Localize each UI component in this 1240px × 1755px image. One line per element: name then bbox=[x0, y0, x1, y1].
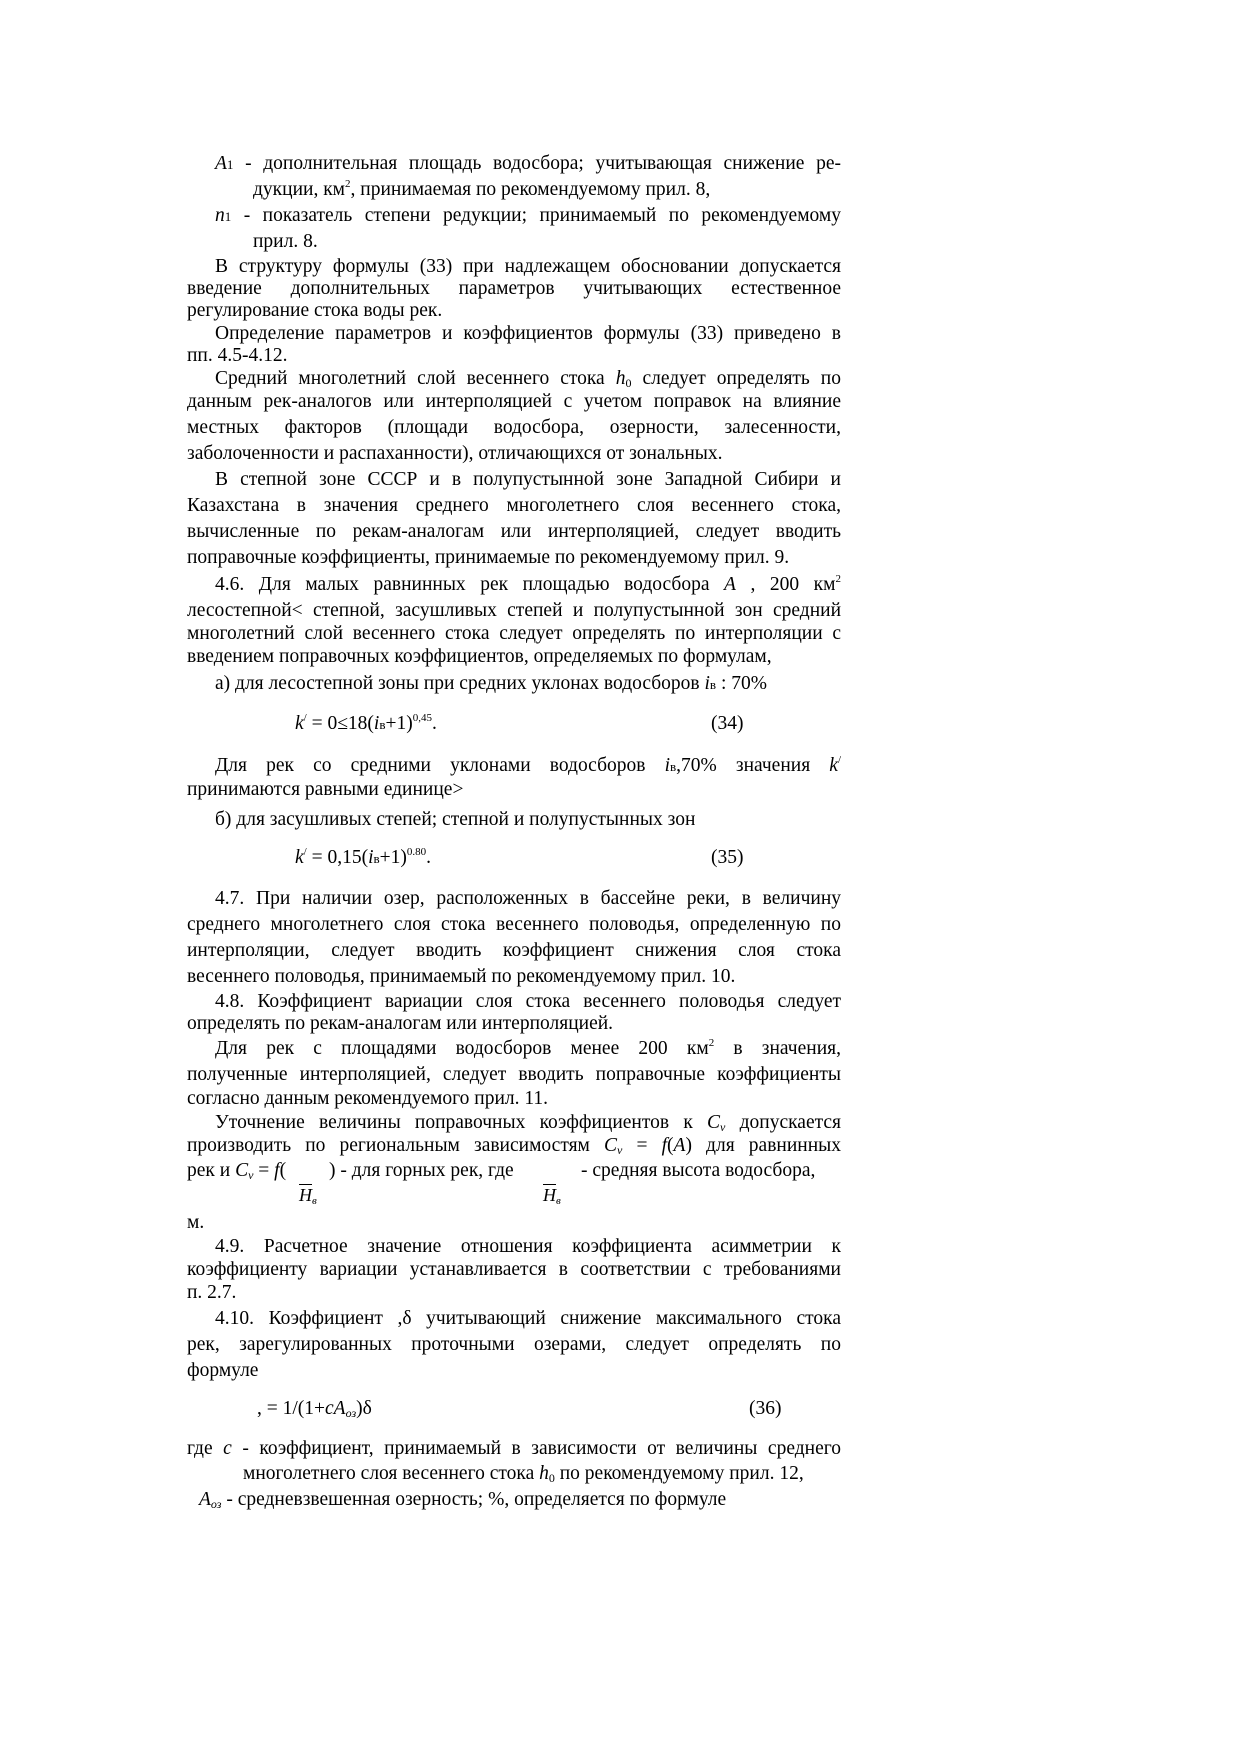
var-f: f bbox=[661, 1135, 668, 1156]
subscript: в bbox=[373, 851, 380, 866]
text: +1) bbox=[379, 847, 407, 868]
text: . bbox=[426, 847, 432, 868]
paragraph-line-part: - средняя высота водосбора, bbox=[581, 1160, 816, 1181]
text: Средний многолетний слой весеннего стока bbox=[215, 368, 616, 389]
paragraph-line-part bbox=[187, 1159, 286, 1183]
paragraph-line: весеннего половодья, принимаемый по рекомендуемому прил. 10. bbox=[187, 966, 736, 987]
var-c: c bbox=[223, 1438, 232, 1459]
text: следует определять по bbox=[631, 368, 841, 389]
text: = bbox=[622, 1135, 662, 1156]
text: ) для равнинных bbox=[685, 1135, 841, 1156]
var-c: C bbox=[604, 1135, 618, 1156]
var-k: k bbox=[295, 847, 304, 868]
paragraph-line: вычисленные по рекам-аналогам или интерполяцией, следует вводить bbox=[187, 521, 841, 542]
text: . bbox=[431, 713, 437, 734]
var-a: A bbox=[199, 1489, 211, 1510]
superscript: 0,45 bbox=[412, 712, 432, 724]
var-h: $\overline{H}$ bbox=[543, 1185, 556, 1205]
def-n1-line2: прил. 8. bbox=[253, 231, 318, 252]
height-symbol bbox=[299, 1185, 317, 1205]
subscript: 0 bbox=[548, 1471, 555, 1485]
text: а) для лесостепной зоны при средних уклонах водосборов bbox=[215, 673, 705, 694]
paragraph-line: 4.8. Коэффициент вариации слоя стока весеннего половодья следует bbox=[215, 991, 841, 1012]
text: Для рек со средними уклонами водосборов bbox=[215, 755, 665, 776]
superscript: 2 bbox=[835, 573, 841, 585]
text: ,70% значения bbox=[676, 755, 830, 776]
subscript: v bbox=[720, 1120, 726, 1134]
var-k: k bbox=[829, 755, 838, 776]
subscript: v bbox=[248, 1168, 254, 1182]
paragraph-line: местных факторов (площади водосбора, озерности, залесенности, bbox=[187, 417, 841, 438]
text: ( bbox=[667, 1135, 674, 1156]
text: - показатель степени редукции; принимаемый по рекомендуемому bbox=[231, 205, 841, 226]
text: - дополнительная площадь водосбора; учитывающая снижение ре- bbox=[233, 153, 841, 174]
var-a: A bbox=[724, 574, 736, 595]
text: )δ bbox=[356, 1398, 372, 1419]
text: = 0,15( bbox=[306, 847, 369, 868]
paragraph-line bbox=[187, 1134, 841, 1158]
paragraph-line: введением поправочных коэффициентов, определяемых по формулам, bbox=[187, 646, 772, 667]
text: = 0≤18( bbox=[306, 713, 374, 734]
paragraph-line: м. bbox=[187, 1212, 205, 1233]
superscript: 0.80 bbox=[406, 846, 427, 858]
var-h: $\overline{H}$ bbox=[299, 1185, 312, 1205]
paragraph-line bbox=[215, 1037, 841, 1061]
equation-number: (35) bbox=[711, 847, 744, 868]
superscript: 2 bbox=[708, 1037, 715, 1049]
text: : 70% bbox=[716, 673, 767, 694]
text: - коэффициент, принимаемый в зависимости от величины среднего bbox=[231, 1438, 841, 1459]
var-a: A bbox=[673, 1135, 686, 1156]
def-a1-line1 bbox=[215, 152, 841, 177]
equation-number: (36) bbox=[749, 1398, 782, 1419]
var-i: i bbox=[704, 673, 710, 694]
text: , = 1/(1+ bbox=[257, 1398, 326, 1419]
formula-34 bbox=[295, 712, 437, 737]
paragraph-line: введение дополнительных параметров учитывающих естественное bbox=[187, 278, 841, 299]
subscript: оз bbox=[210, 1497, 222, 1511]
paragraph-line: 4.7. При наличии озер, расположенных в бассейне реки, в величину bbox=[215, 888, 841, 909]
superscript: 2 bbox=[345, 178, 351, 190]
text: , принимаемая по рекомендуемому прил. 8, bbox=[350, 179, 711, 200]
def-aoz-line bbox=[199, 1488, 726, 1512]
paragraph-line: 4.9. Расчетное значение отношения коэффициента асимметрии к bbox=[215, 1236, 841, 1257]
def-c-line2 bbox=[243, 1462, 804, 1486]
def-a1-line2 bbox=[253, 178, 710, 202]
paragraph-line bbox=[215, 754, 841, 779]
var-k: k bbox=[295, 713, 304, 734]
paragraph-line: поправочные коэффициенты, принимаемые по рекомендуемому прил. 9. bbox=[187, 547, 790, 568]
text: Уточнение величины поправочных коэффициентов к bbox=[215, 1112, 708, 1133]
equation-number: (34) bbox=[711, 713, 744, 734]
var-h: h bbox=[615, 368, 626, 389]
text: многолетнего слоя весеннего стока bbox=[243, 1463, 540, 1484]
subscript: в bbox=[556, 1195, 561, 1207]
paragraph-line: полученные интерполяцией, следует вводить поправочные коэффициенты bbox=[187, 1064, 841, 1085]
formula-36 bbox=[257, 1397, 372, 1421]
paragraph-line: Определение параметров и коэффициентов формулы (33) приведено в bbox=[215, 323, 841, 344]
paragraph-line: заболоченности и распаханности), отличающихся от зональных. bbox=[187, 443, 723, 464]
subscript: в bbox=[709, 677, 717, 692]
text: Для рек с площадями водосборов менее 200 км bbox=[215, 1038, 709, 1059]
text: - средневзвешенная озерность; %, определяется по формуле bbox=[221, 1489, 727, 1510]
paragraph-line bbox=[215, 573, 841, 597]
subscript: в bbox=[312, 1195, 317, 1207]
text: ( bbox=[279, 1160, 287, 1181]
paragraph-line: данным рек-аналогов или интерполяцией с учетом поправок на влияние bbox=[187, 391, 841, 412]
paragraph-line bbox=[215, 1111, 841, 1135]
paragraph-line: регулирование стока воды рек. bbox=[187, 300, 443, 321]
text: +1) bbox=[385, 713, 413, 734]
superscript: / bbox=[837, 754, 842, 766]
var-i: i bbox=[373, 713, 380, 734]
var-f: f bbox=[274, 1160, 280, 1181]
formula-35 bbox=[295, 846, 431, 871]
paragraph-line: В степной зоне СССР и в полупустынной зоне Западной Сибири и bbox=[215, 469, 841, 490]
paragraph-line: 4.10. Коэффициент ,δ учитывающий снижение максимального стока bbox=[215, 1308, 841, 1329]
text: по рекомендуемому прил. 12, bbox=[554, 1463, 804, 1484]
paragraph-line: многолетний слой весеннего стока следует определять по интерполяции с bbox=[187, 623, 841, 644]
paragraph-line: определять по рекам-аналогам или интерполяцией. bbox=[187, 1013, 614, 1034]
paragraph-line: п. 2.7. bbox=[187, 1282, 237, 1303]
paragraph-line: В структуру формулы (33) при надлежащем обосновании допускается bbox=[215, 256, 841, 277]
paragraph-line: лесостепной< степной, засушливых степей и полупустынной зон средний bbox=[187, 600, 841, 621]
paragraph-line: коэффициенту вариации устанавливается в соответствии с требованиями bbox=[187, 1259, 841, 1280]
subscript: 1 bbox=[226, 157, 234, 172]
subscript: v bbox=[617, 1143, 623, 1157]
var-c: C bbox=[235, 1160, 249, 1181]
var-n: n bbox=[215, 205, 225, 226]
paragraph-line: формуле bbox=[187, 1360, 259, 1381]
paragraph-line-part: ) - для горных рек, где bbox=[329, 1160, 514, 1181]
var-h: h bbox=[539, 1463, 549, 1484]
superscript: / bbox=[303, 846, 307, 858]
subscript: оз bbox=[345, 1406, 357, 1420]
paragraph-line: рек, зарегулированных проточными озерами, следует определять по bbox=[187, 1334, 841, 1355]
paragraph-line: принимаются равными единице> bbox=[187, 779, 464, 800]
def-c-line1 bbox=[187, 1437, 841, 1461]
subscript: 1 bbox=[224, 209, 232, 224]
height-symbol bbox=[543, 1185, 561, 1205]
paragraph-line bbox=[215, 367, 841, 391]
text: где bbox=[187, 1438, 224, 1459]
def-n1-line1 bbox=[215, 204, 841, 229]
superscript: / bbox=[303, 712, 307, 724]
paragraph-line bbox=[215, 672, 767, 697]
var-a: A bbox=[215, 153, 227, 174]
text: , 200 км bbox=[735, 574, 836, 595]
var-i: i bbox=[368, 847, 374, 868]
paragraph-line: согласно данным рекомендуемого прил. 11. bbox=[187, 1088, 549, 1109]
paragraph-line: интерполяции, следует вводить коэффициент снижения слоя стока bbox=[187, 940, 841, 961]
paragraph-line: Казахстана в значения среднего многолетнего слоя весеннего стока, bbox=[187, 495, 841, 516]
paragraph-line: среднего многолетнего слоя стока весеннего половодья, определенную по bbox=[187, 914, 841, 935]
var-i: i bbox=[664, 755, 670, 776]
var-c: C bbox=[707, 1112, 721, 1133]
text: допускается bbox=[725, 1112, 841, 1133]
paragraph-line: б) для засушливых степей; степной и полупустынных зон bbox=[215, 809, 696, 830]
paragraph-line: пп. 4.5-4.12. bbox=[187, 345, 288, 366]
text: = bbox=[253, 1160, 275, 1181]
text: 4.6. Для малых равнинных рек площадью водосбора bbox=[215, 574, 725, 595]
text: рек и bbox=[187, 1160, 236, 1181]
subscript: в bbox=[379, 717, 386, 732]
var-ca: cA bbox=[325, 1398, 346, 1419]
text: производить по региональным зависимостям bbox=[187, 1135, 605, 1156]
subscript: в bbox=[670, 759, 677, 774]
text: дукции, км bbox=[253, 179, 346, 200]
text: в значения, bbox=[714, 1038, 841, 1059]
subscript: 0 bbox=[625, 376, 632, 390]
